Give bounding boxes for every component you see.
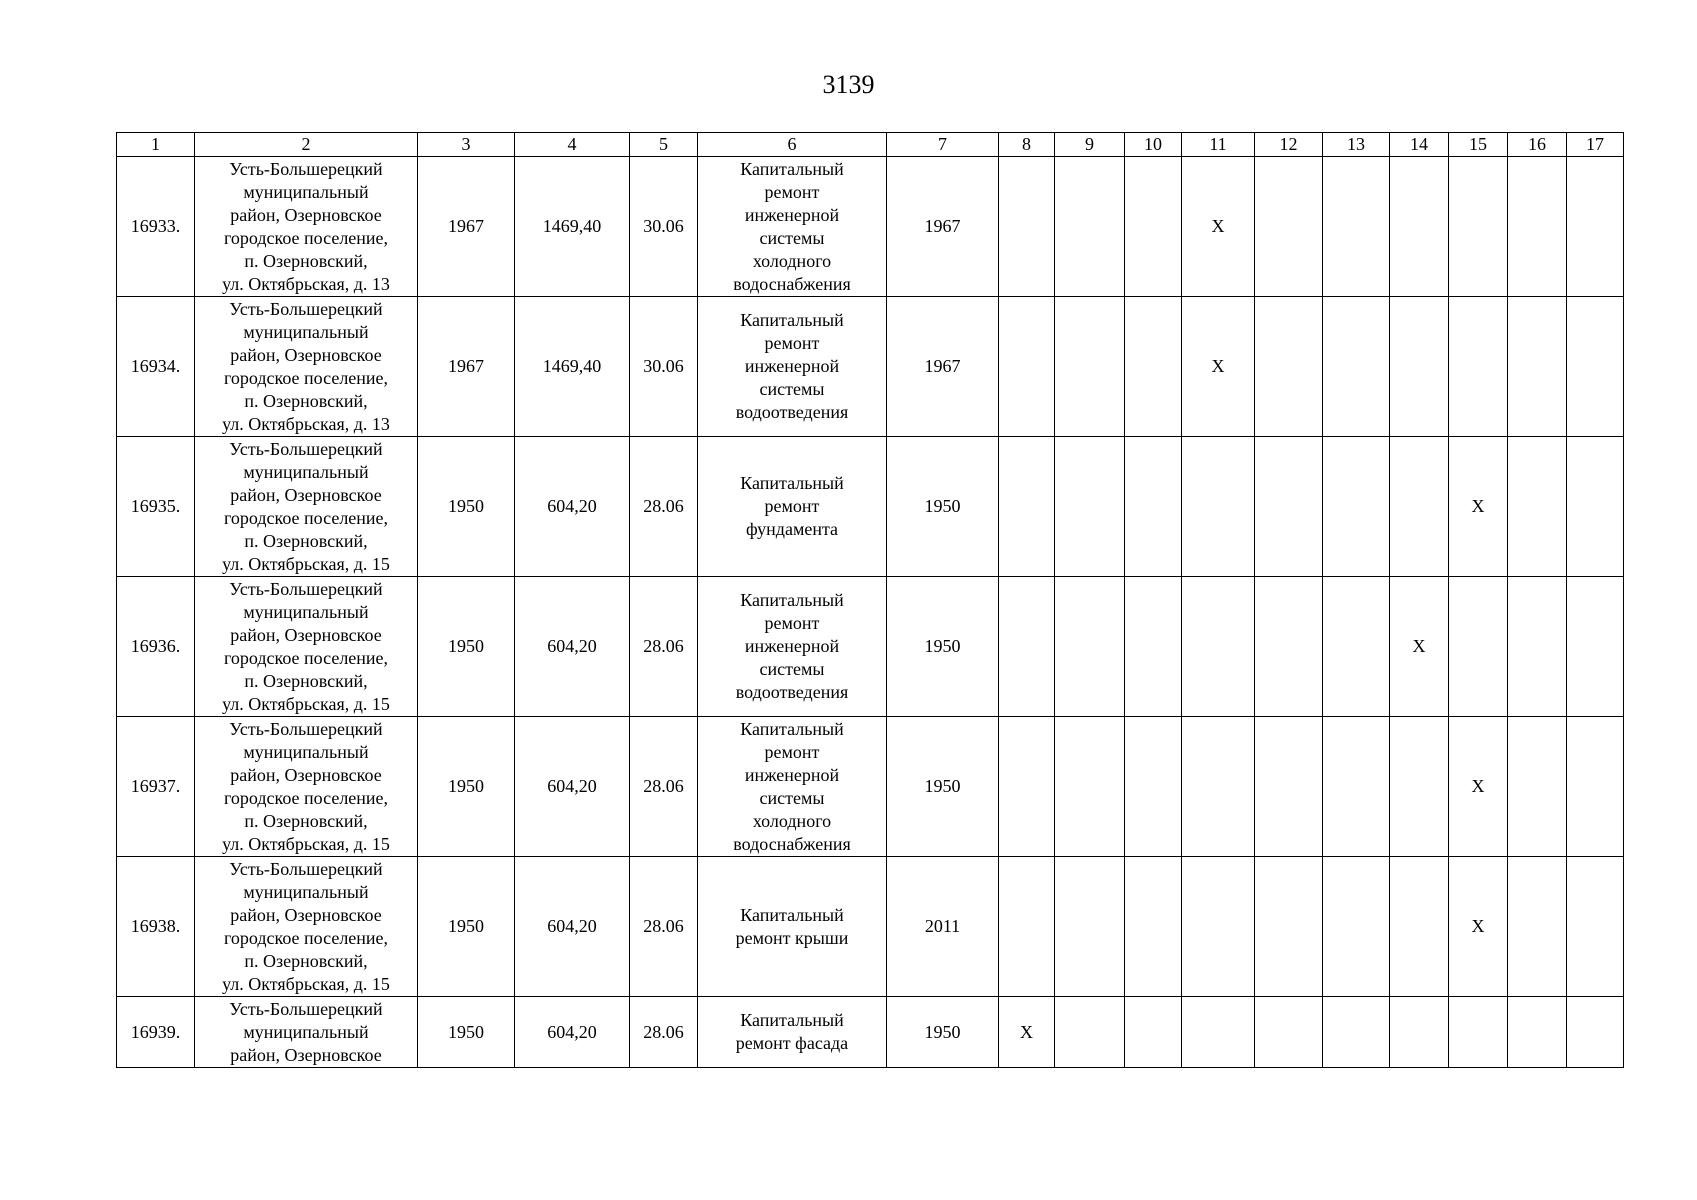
wear-cell: 28.06: [630, 857, 698, 997]
address-cell: Усть-Большерецкий муниципальный район, Озерновское городское поселение, п. Озерновский, ул. Октябрьская, д. 15: [195, 857, 418, 997]
last-repair-year-cell: 1967: [887, 297, 999, 437]
mark-cell: [1390, 717, 1449, 857]
mark-cell: [1390, 437, 1449, 577]
mark-cell: [1567, 297, 1624, 437]
mark-cell: [999, 857, 1055, 997]
address-cell: Усть-Большерецкий муниципальный район, Озерновское городское поселение, п. Озерновский, ул. Октябрьская, д. 13: [195, 297, 418, 437]
column-header: 2: [195, 133, 418, 157]
row-number: 16933.: [117, 157, 195, 297]
mark-cell: [1125, 717, 1182, 857]
column-header: 15: [1449, 133, 1508, 157]
table-row: [117, 717, 1624, 857]
last-repair-year-cell: 1950: [887, 717, 999, 857]
table-row: [117, 297, 1624, 437]
mark-cell: [1255, 437, 1323, 577]
mark-cell: [1255, 857, 1323, 997]
mark-cell: [1390, 297, 1449, 437]
mark-cell: [1323, 437, 1390, 577]
mark-cell: [1055, 577, 1125, 717]
mark-cell: X: [1182, 157, 1255, 297]
row-number: 16936.: [117, 577, 195, 717]
mark-cell: [1055, 857, 1125, 997]
mark-cell: [999, 717, 1055, 857]
mark-cell: [1055, 157, 1125, 297]
mark-cell: [1390, 857, 1449, 997]
mark-cell: [1567, 157, 1624, 297]
mark-cell: [1508, 577, 1567, 717]
column-header: 17: [1567, 133, 1624, 157]
last-repair-year-cell: 1950: [887, 437, 999, 577]
mark-cell: X: [1449, 437, 1508, 577]
area-cell: 604,20: [515, 717, 630, 857]
mark-cell: [1323, 997, 1390, 1068]
table-row: [117, 157, 1624, 297]
mark-cell: X: [1390, 577, 1449, 717]
mark-cell: [1182, 717, 1255, 857]
mark-cell: [1055, 437, 1125, 577]
mark-cell: X: [999, 997, 1055, 1068]
mark-cell: [1125, 577, 1182, 717]
address-cell: Усть-Большерецкий муниципальный район, Озерновское городское поселение, п. Озерновский, ул. Октябрьская, д. 13: [195, 157, 418, 297]
mark-cell: [1323, 297, 1390, 437]
mark-cell: [1508, 297, 1567, 437]
mark-cell: [1567, 437, 1624, 577]
mark-cell: [1567, 717, 1624, 857]
wear-cell: 30.06: [630, 297, 698, 437]
mark-cell: [1125, 997, 1182, 1068]
mark-cell: [1125, 297, 1182, 437]
mark-cell: [1323, 157, 1390, 297]
column-header: 10: [1125, 133, 1182, 157]
column-number-row: [117, 133, 1624, 157]
mark-cell: [1508, 437, 1567, 577]
mark-cell: [1125, 437, 1182, 577]
mark-cell: [1055, 997, 1125, 1068]
column-header: 9: [1055, 133, 1125, 157]
work-type-cell: Капитальный ремонт фундамента: [698, 437, 887, 577]
year-built-cell: 1950: [418, 997, 515, 1068]
mark-cell: [1182, 857, 1255, 997]
last-repair-year-cell: 2011: [887, 857, 999, 997]
mark-cell: [1508, 717, 1567, 857]
mark-cell: X: [1182, 297, 1255, 437]
column-header: 13: [1323, 133, 1390, 157]
repair-register-table: [116, 132, 1624, 1068]
mark-cell: [999, 297, 1055, 437]
mark-cell: [999, 157, 1055, 297]
mark-cell: [1567, 577, 1624, 717]
row-number: 16937.: [117, 717, 195, 857]
work-type-cell: Капитальный ремонт инженерной системы холодного водоснабжения: [698, 717, 887, 857]
work-type-cell: Капитальный ремонт крыши: [698, 857, 887, 997]
mark-cell: [1182, 997, 1255, 1068]
area-cell: 1469,40: [515, 157, 630, 297]
last-repair-year-cell: 1950: [887, 577, 999, 717]
mark-cell: [1255, 577, 1323, 717]
row-number: 16938.: [117, 857, 195, 997]
column-header: 7: [887, 133, 999, 157]
mark-cell: [1323, 577, 1390, 717]
mark-cell: [1125, 157, 1182, 297]
column-header: 6: [698, 133, 887, 157]
mark-cell: [1255, 157, 1323, 297]
mark-cell: [1055, 297, 1125, 437]
year-built-cell: 1950: [418, 577, 515, 717]
mark-cell: [1255, 717, 1323, 857]
mark-cell: [1508, 857, 1567, 997]
mark-cell: [1449, 157, 1508, 297]
mark-cell: [1449, 577, 1508, 717]
wear-cell: 28.06: [630, 997, 698, 1068]
mark-cell: [1390, 997, 1449, 1068]
area-cell: 604,20: [515, 857, 630, 997]
mark-cell: [1390, 157, 1449, 297]
column-header: 3: [418, 133, 515, 157]
area-cell: 604,20: [515, 577, 630, 717]
mark-cell: [999, 577, 1055, 717]
mark-cell: [1449, 297, 1508, 437]
mark-cell: [1255, 297, 1323, 437]
mark-cell: [1567, 857, 1624, 997]
year-built-cell: 1950: [418, 857, 515, 997]
wear-cell: 28.06: [630, 717, 698, 857]
work-type-cell: Капитальный ремонт инженерной системы холодного водоснабжения: [698, 157, 887, 297]
column-header: 16: [1508, 133, 1567, 157]
area-cell: 1469,40: [515, 297, 630, 437]
mark-cell: [1182, 437, 1255, 577]
wear-cell: 30.06: [630, 157, 698, 297]
column-header: 12: [1255, 133, 1323, 157]
year-built-cell: 1950: [418, 717, 515, 857]
mark-cell: [1055, 717, 1125, 857]
mark-cell: [1125, 857, 1182, 997]
column-header: 14: [1390, 133, 1449, 157]
year-built-cell: 1950: [418, 437, 515, 577]
column-header: 5: [630, 133, 698, 157]
row-number: 16935.: [117, 437, 195, 577]
work-type-cell: Капитальный ремонт инженерной системы водоотведения: [698, 577, 887, 717]
work-type-cell: Капитальный ремонт инженерной системы водоотведения: [698, 297, 887, 437]
area-cell: 604,20: [515, 437, 630, 577]
column-header: 11: [1182, 133, 1255, 157]
address-cell: Усть-Большерецкий муниципальный район, Озерновское городское поселение, п. Озерновский, ул. Октябрьская, д. 15: [195, 577, 418, 717]
mark-cell: [1567, 997, 1624, 1068]
address-cell: Усть-Большерецкий муниципальный район, Озерновское городское поселение, п. Озерновский, ул. Октябрьская, д. 15: [195, 717, 418, 857]
address-cell: Усть-Большерецкий муниципальный район, Озерновское: [195, 997, 418, 1068]
column-header: 4: [515, 133, 630, 157]
column-header: 1: [117, 133, 195, 157]
mark-cell: X: [1449, 857, 1508, 997]
last-repair-year-cell: 1950: [887, 997, 999, 1068]
table-row: [117, 577, 1624, 717]
mark-cell: X: [1449, 717, 1508, 857]
table-row: [117, 997, 1624, 1068]
page-number: 3139: [822, 70, 875, 99]
area-cell: 604,20: [515, 997, 630, 1068]
mark-cell: [1323, 717, 1390, 857]
row-number: 16934.: [117, 297, 195, 437]
table-row: [117, 437, 1624, 577]
mark-cell: [1508, 997, 1567, 1068]
wear-cell: 28.06: [630, 577, 698, 717]
mark-cell: [1255, 997, 1323, 1068]
last-repair-year-cell: 1967: [887, 157, 999, 297]
year-built-cell: 1967: [418, 297, 515, 437]
wear-cell: 28.06: [630, 437, 698, 577]
mark-cell: [1323, 857, 1390, 997]
mark-cell: [1508, 157, 1567, 297]
year-built-cell: 1967: [418, 157, 515, 297]
work-type-cell: Капитальный ремонт фасада: [698, 997, 887, 1068]
address-cell: Усть-Большерецкий муниципальный район, Озерновское городское поселение, п. Озерновский, ул. Октябрьская, д. 15: [195, 437, 418, 577]
row-number: 16939.: [117, 997, 195, 1068]
mark-cell: [1182, 577, 1255, 717]
column-header: 8: [999, 133, 1055, 157]
table-row: [117, 857, 1624, 997]
mark-cell: [999, 437, 1055, 577]
mark-cell: [1449, 997, 1508, 1068]
